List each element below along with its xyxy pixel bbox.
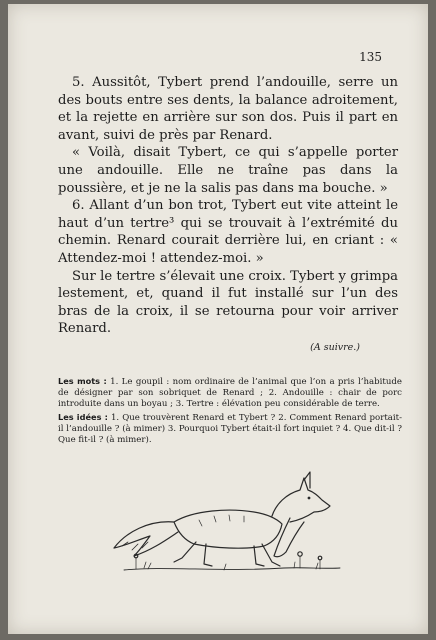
notes-mots-label: Les mots :	[58, 376, 107, 386]
story-text	[58, 74, 398, 338]
fox-tail	[114, 522, 178, 556]
notes-idees	[58, 412, 402, 447]
paragraph-tertre: Sur le tertre s’élevait une croix. Tybert y grimpa lestement, et, quand il fut installé sur l’un des bras de la croix, il se retourna pour voir arriver Renard.	[58, 268, 398, 337]
to-be-continued: (A suivre.)	[310, 342, 360, 353]
notes-mots	[58, 376, 402, 411]
paragraph-6: 6. Allant d’un bon trot, Tybert eut vite atteint le haut d’un tertre³ qui se trouvait à l’extrémité du chemin. Renard courait derrière lui, en criant : « Attendez-moi ! attendez-moi. »	[58, 198, 398, 266]
page-number: 135	[359, 50, 382, 64]
ground	[124, 568, 340, 570]
fox-illustration	[104, 470, 344, 580]
notes-idees-text: 1. Que trouvèrent Renard et Tybert ? 2. Comment Renard portait-il l’andouille ? (à mimer) 3. Pourquoi Tybert était-il fort inquiet ? 4. Que dit-il ? Que fit-il ? (à mimer).	[58, 412, 403, 446]
notes-mots-text: 1. Le goupil : nom ordinaire de l’animal que l’on a pris l’habitude de désigner par son sobriquet de Renard ; 2. Andouille : chair de porc introduite dans un boyau ; 3. Tertre : élévation peu considérable de terre.	[58, 377, 403, 410]
sausage	[274, 518, 304, 557]
paragraph-quote: « Voilà, disait Tybert, ce qui s’appelle porter une andouille. Elle ne traîne pas dans la poussière, et je ne la salis pas dans ma bouche. »	[58, 145, 398, 196]
notes-idees-label: Les idées :	[58, 411, 108, 422]
fox-head	[272, 478, 330, 522]
paragraph-5: 5. Aussitôt, Tybert prend l’andouille, serre un des bouts entre ses dents, la balance adroitement, et la rejette en arrière sur son dos. Puis il part en avant, suivi de près par Renard.	[58, 75, 398, 143]
notes-section	[58, 376, 402, 447]
fox-body	[174, 510, 282, 548]
book-page	[8, 4, 428, 634]
fox-back-leg	[174, 542, 196, 562]
